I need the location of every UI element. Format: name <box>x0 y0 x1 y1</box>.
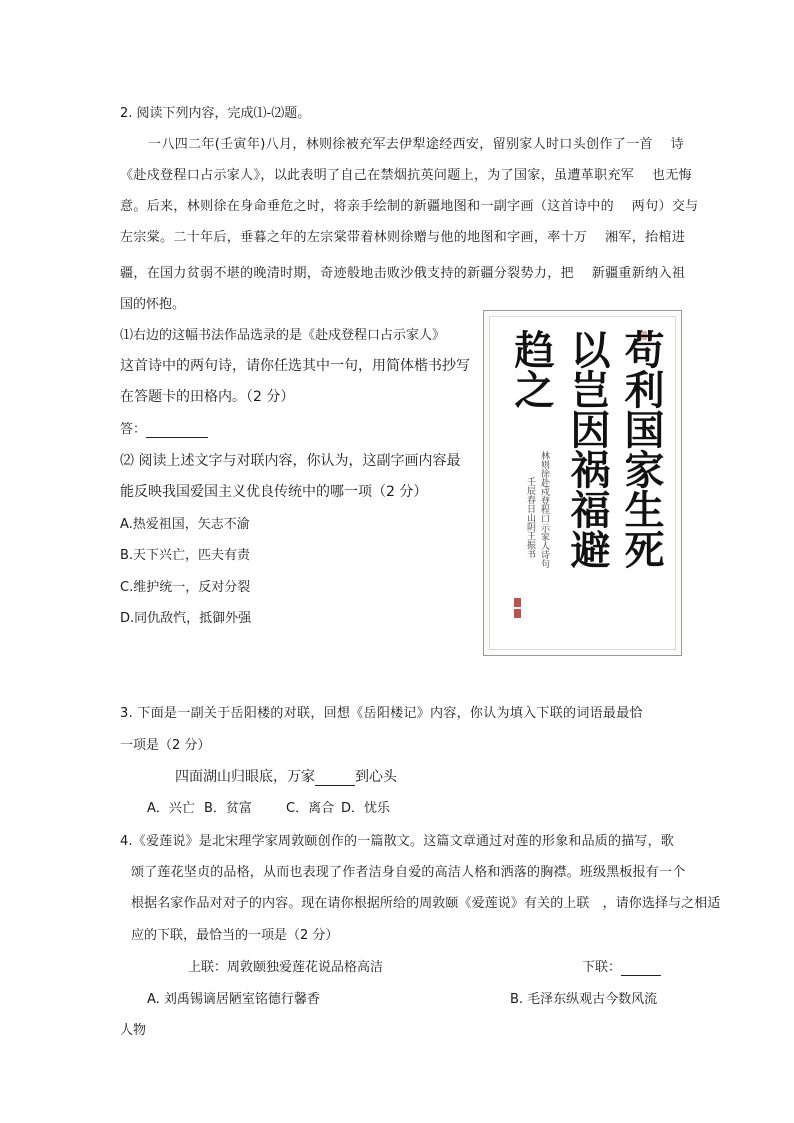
q2-paragraph-line: 意。后来，林则徐在身命垂危之时，将亲手绘制的新疆地图和一副字画（这首诗中的 两句）交与 <box>120 199 699 214</box>
q3-option: B．贫富 <box>204 801 252 816</box>
q4-option: B. 毛泽东纵观古今数风流 <box>510 992 658 1007</box>
q4-line: 应的下联，最恰当的一项是（2 分） <box>131 928 339 943</box>
calligraphy-column-2 <box>564 329 610 569</box>
calligraphy-text: 以岂因祸福避 <box>564 329 611 569</box>
q2-sub1-line: 这首诗中的两句诗，请你任选其中一句，用简体楷书抄写 <box>120 358 470 374</box>
q3-line: 一项是（2 分） <box>120 738 211 753</box>
couplet-part: 四面湖山归眼底，万家 <box>175 769 315 785</box>
q2-answer-line <box>120 418 208 438</box>
lower-blank <box>621 960 661 976</box>
answer-blank <box>146 422 208 438</box>
couplet-blank <box>315 769 355 786</box>
q3-option: D．忧乐 <box>341 801 391 816</box>
q2-paragraph-line: 一八四二年(壬寅年)八月，林则徐被充军去伊犁途经西安，留别家人时口头创作了一首 诗 <box>148 137 684 152</box>
inscription-text: 林则徐赴戍登程口示家人诗句 <box>539 451 549 568</box>
q2-sub2-line: ⑵ 阅读上述文字与对联内容，你认为，这副字画内容最 <box>120 453 461 469</box>
q3-option: A．兴亡 <box>147 801 195 816</box>
answer-label: 答： <box>120 422 147 437</box>
q2-paragraph-line: 国的怀抱。 <box>120 297 186 312</box>
q2-sub1-line: ⑴右边的这幅书法作品选录的是《赴戍登程口占示家人》 <box>120 328 446 343</box>
calligraphy-column-1 <box>618 329 664 569</box>
seal-mark <box>514 609 521 618</box>
q4-line: 颂了莲花坚贞的品格，从而也表现了作者洁身自爱的高洁人格和洒落的胸襟。班级黑板报有一个 <box>131 865 686 880</box>
lower-label: 下联： <box>582 960 622 975</box>
inscription-column <box>538 451 549 568</box>
q4-upper-couplet: 上联：周敦颐独爱莲花说品格高洁 <box>188 960 384 975</box>
q2-option: D.同仇敌忾，抵御外强 <box>120 611 252 626</box>
q3-couplet <box>175 766 397 786</box>
calligraphy-text: 趋之 <box>508 329 555 409</box>
q2-option: C.维护统一，反对分裂 <box>120 580 251 595</box>
q3-line: 3. 下面是一副关于岳阳楼的对联，回想《岳阳楼记》内容，你认为填入下联的词语最最恰 <box>120 706 643 721</box>
q2-sub2-line: 能反映我国爱国主义优良传统中的哪一项（2 分） <box>120 484 428 500</box>
q2-paragraph-line: 《赴戍登程口占示家人》，以此表明了自己在禁烟抗英问题上，为了国家，虽遭革职充军 也无悔 <box>120 168 693 183</box>
q4-line: 4.《爱莲说》是北宋理学家周敦颐创作的一篇散文。这篇文章通过对莲的形象和品质的描写，歌 <box>120 834 675 849</box>
q4-option-continuation: 人物 <box>120 1023 147 1038</box>
q2-option: B.天下兴亡，匹夫有责 <box>120 548 251 563</box>
inscription-text: 壬辰春日山阴王振书 <box>525 477 535 558</box>
q2-paragraph-line: 疆，在国力贫弱不堪的晚清时期，奇迹般地击败沙俄支持的新疆分裂势力，把 新疆重新纳入祖 <box>120 266 686 281</box>
couplet-part: 到心头 <box>355 769 397 785</box>
calligraphy-text: 苟利国家生死 <box>618 329 665 569</box>
q2-sub1-line: 在答题卡的田格内。（2 分） <box>120 389 295 405</box>
q4-lower-couplet <box>582 956 661 976</box>
calligraphy-column-3 <box>508 329 554 409</box>
q3-option: C．离合 <box>286 801 335 816</box>
q4-line: 根据名家作品对对子的内容。现在请你根据所给的周敦颐《爱莲说》有关的上联 ，请你选择与之相适 <box>131 896 721 911</box>
q2-title: 2. 阅读下列内容，完成⑴-⑵题。 <box>120 106 311 121</box>
seal-mark <box>514 598 521 607</box>
calligraphy-paper <box>489 316 676 650</box>
q2-paragraph-line: 左宗棠。二十年后，垂暮之年的左宗棠带着林则徐赠与他的地图和字画，率十万 湘军，抬棺进 <box>120 230 686 245</box>
q4-option: A. 刘禹锡谪居陋室铭德行馨香 <box>147 992 320 1007</box>
q2-option: A.热爱祖国，矢志不渝 <box>120 517 250 532</box>
calligraphy-scroll <box>483 310 682 656</box>
inscription-column <box>524 477 535 558</box>
